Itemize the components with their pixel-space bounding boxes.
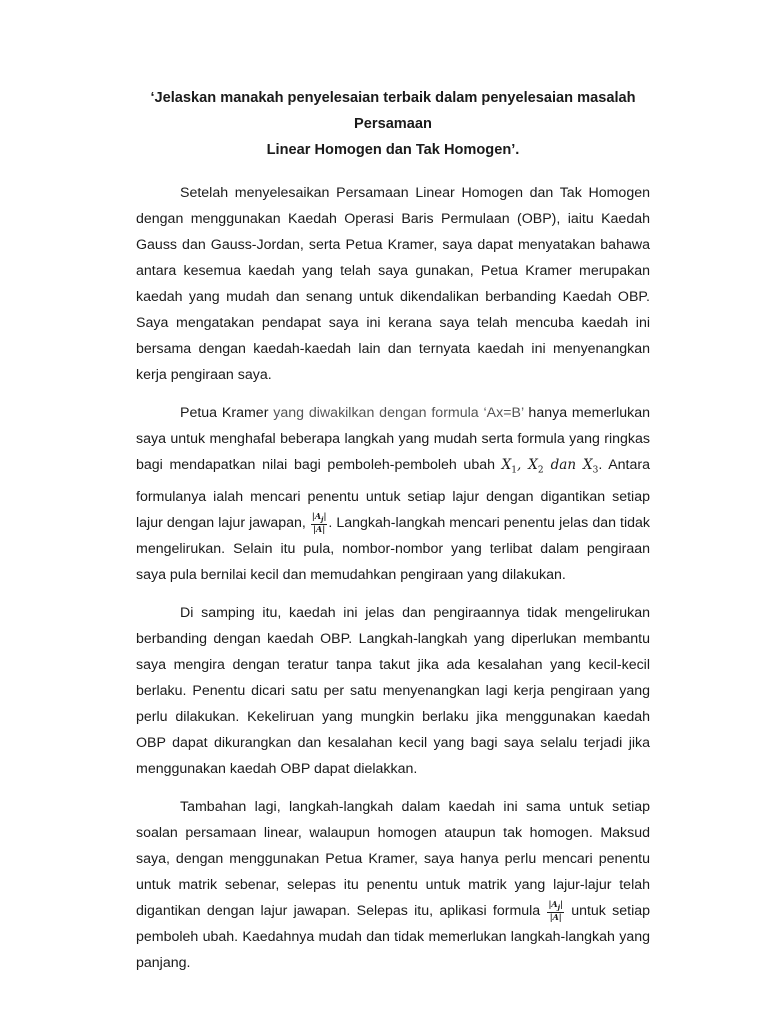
paragraph-2-text-d: . Antara formulanya ialah mencari penentu untuk setiap lajur dengan digantikan setiap lajur dengan lajur jawapan, [136,457,650,531]
paragraph-2-text-c: hanya memerlukan saya untuk menghafal beberapa langkah yang mudah serta formula yang ringkas bagi mendapatkan nilai bagi pemboleh-pemboleh ubah [136,405,650,473]
cramer-fraction-2 [547,900,563,923]
fraction-numerator: $|A_j|$ [548,898,563,912]
paragraph-1: Setelah menyelesaikan Persamaan Linear Homogen dan Tak Homogen dengan menggunakan Kaedah Operasi Baris Permulaan (OBP), iaitu Kaedah Gauss dan Gauss-Jordan, serta Petua Kramer, saya dapat menyatakan bahawa antara kesemua kaedah yang telah saya gunakan, Petua Kramer merupakan kaedah yang mudah dan senang untuk dikendalikan berbanding Kaedah OBP. Saya mengatakan pendapat saya ini kerana saya telah mencuba kaedah ini bersama dengan kaedah-kaedah lain dan ternyata kaedah ini menyenangkan kerja pengiraan saya. [136,185,650,383]
title-line-2: Linear Homogen dan Tak Homogen’. [266,142,520,158]
fraction-denominator: |A| [313,524,326,535]
fraction-denominator: |A| [549,912,562,923]
paragraph-3: Di samping itu, kaedah ini jelas dan pengiraannya tidak mengelirukan berbanding dengan kaedah OBP. Langkah-langkah yang diperlukan membantu saya mengira dengan teratur tanpa takut jika ada kesalahan yang kecil-kecil berlaku. Penentu dicari satu per satu menyenangkan lagi kerja pengiraan yang perlu dilakukan. Kekeliruan yang mungkin berlaku jika menggunakan kaedah OBP dapat dikurangkan dan kesalahan kecil yang bagi saya selalu terjadi jika menggunakan kaedah OBP dapat dielakkan. [136,604,650,777]
document-title [136,85,650,163]
paragraph-2-text-a: Petua Kramer [180,405,274,421]
variables-math: $X_1$, $X_2$ dan $X_3$ [501,457,599,476]
formula-reference-text: yang diwakilkan dengan formula ‘Ax=B’ [273,405,524,421]
paragraph-2 [136,400,650,588]
cramer-fraction-1 [311,512,327,535]
paragraph-4 [136,794,650,976]
paragraph-2-text-e: . Langkah-langkah mencari penentu jelas dan tidak mengelirukan. Selain itu pula, nombor-nombor yang terlibat dalam pengiraan saya pula bernilai kecil dan memudahkan pengiraan yang dilakukan. [136,514,650,583]
paragraph-4-text-a: Tambahan lagi, langkah-langkah dalam kaedah ini sama untuk setiap soalan persamaan linear, walaupun homogen ataupun tak homogen. Maksud saya, dengan menggunakan Petua Kramer, saya hanya perlu mencari penentu untuk matrik sebenar, selepas itu penentu untuk matrik yang lajur-lajur telah digantikan dengan lajur jawapan. Selepas itu, aplikasi formula [136,798,650,919]
fraction-numerator: $|A_j|$ [311,510,327,524]
paragraph-4-text-b: untuk setiap pemboleh ubah. Kaedahnya mudah dan tidak memerlukan langkah-langkah yang panjang. [136,902,651,971]
title-line-1: ‘Jelaskan manakah penyelesaian terbaik dalam penyelesaian masalah Persamaan [150,90,636,132]
